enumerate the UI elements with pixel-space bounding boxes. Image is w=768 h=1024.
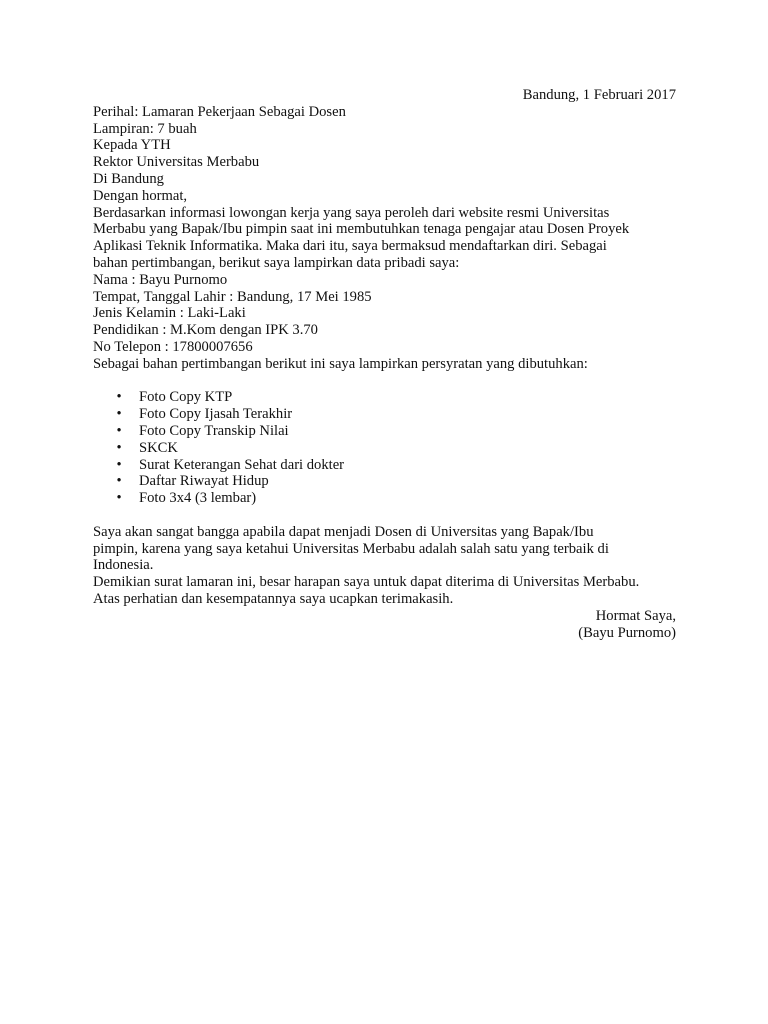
requirement-item — [93, 473, 676, 490]
sign-off: Hormat Saya, — [595, 607, 676, 624]
spacer — [93, 507, 676, 524]
closing-line: Indonesia. — [93, 557, 154, 574]
closing-line: Atas perhatian dan kesempatannya saya ucapkan terimakasih. — [93, 590, 454, 607]
place-date: Bandung, 1 Februari 2017 — [522, 87, 676, 103]
spacer — [93, 373, 676, 390]
requirement-label: Surat Keterangan Sehat dari dokter — [139, 456, 345, 473]
personal-data-birth: Tempat, Tanggal Lahir : Bandung, 17 Mei 1985 — [93, 288, 372, 305]
requirement-label: Foto Copy Ijasah Terakhir — [139, 406, 293, 423]
recipient-block — [93, 137, 676, 187]
requirement-label: SKCK — [139, 439, 178, 456]
requirement-label: Foto Copy Transkip Nilai — [139, 422, 289, 439]
requirement-item — [93, 389, 676, 406]
letter-page — [93, 87, 676, 641]
requirement-item — [93, 490, 676, 507]
subject-line: Perihal: Lamaran Pekerjaan Sebagai Dosen — [93, 103, 346, 120]
bullet-icon: • — [116, 456, 122, 473]
intro-line: bahan pertimbangan, berikut saya lampirkan data pribadi saya: — [93, 254, 460, 271]
requirement-item — [93, 406, 676, 423]
intro-line: Merbabu yang Bapak/Ibu pimpin saat ini membutuhkan tenaga pengajar atau Dosen Proyek — [93, 221, 630, 238]
recipient-line: Rektor Universitas Merbabu — [93, 154, 260, 171]
requirements-list — [93, 389, 676, 507]
personal-data-phone: No Telepon : 17800007656 — [93, 338, 253, 355]
recipient-line: Di Bandung — [93, 170, 164, 187]
intro-paragraph — [93, 205, 676, 272]
greeting: Dengan hormat, — [93, 187, 188, 204]
bullet-icon: • — [116, 406, 122, 423]
personal-data-block — [93, 272, 676, 356]
personal-data-education: Pendidikan : M.Kom dengan IPK 3.70 — [93, 322, 318, 339]
requirement-label: Foto Copy KTP — [139, 389, 233, 406]
requirement-item — [93, 457, 676, 474]
recipient-line: Kepada YTH — [93, 137, 171, 154]
bullet-icon: • — [116, 473, 122, 490]
closing-paragraph — [93, 524, 676, 608]
requirement-item — [93, 423, 676, 440]
bullet-icon: • — [116, 439, 122, 456]
requirement-label: Foto 3x4 (3 lembar) — [139, 490, 257, 507]
bullet-icon: • — [116, 389, 122, 406]
personal-data-name: Nama : Bayu Purnomo — [93, 271, 228, 288]
requirement-label: Daftar Riwayat Hidup — [139, 473, 269, 490]
attachment-count: Lampiran: 7 buah — [93, 120, 197, 137]
intro-line: Berdasarkan informasi lowongan kerja yang saya peroleh dari website resmi Universitas — [93, 204, 610, 221]
requirements-intro: Sebagai bahan pertimbangan berikut ini saya lampirkan persyratan yang dibutuhkan: — [93, 355, 588, 372]
closing-line: Demikian surat lamaran ini, besar harapan saya untuk dapat diterima di Universitas Merbabu. — [93, 574, 640, 591]
intro-line: Aplikasi Teknik Informatika. Maka dari itu, saya bermaksud mendaftarkan diri. Sebagai — [93, 238, 607, 255]
closing-line: Saya akan sangat bangga apabila dapat menjadi Dosen di Universitas yang Bapak/Ibu — [93, 523, 594, 540]
personal-data-gender: Jenis Kelamin : Laki-Laki — [93, 305, 246, 322]
bullet-icon: • — [116, 490, 122, 507]
bullet-icon: • — [116, 422, 122, 439]
requirement-item — [93, 440, 676, 457]
closing-line: pimpin, karena yang saya ketahui Universitas Merbabu adalah salah satu yang terbaik di — [93, 540, 609, 557]
signer-name: (Bayu Purnomo) — [578, 624, 676, 641]
